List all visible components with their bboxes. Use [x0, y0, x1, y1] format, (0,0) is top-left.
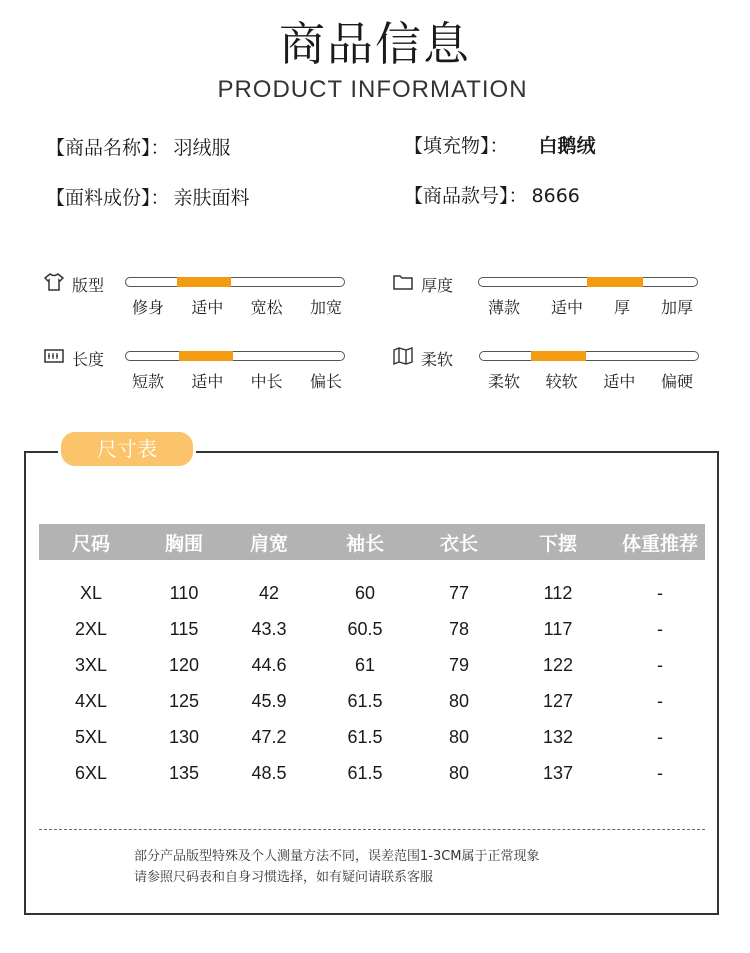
table-row — [39, 583, 705, 604]
table-row — [39, 727, 705, 748]
info-label: 【填充物】： — [404, 135, 509, 157]
table-cell: 80 — [448, 727, 470, 747]
scale-track — [479, 351, 699, 361]
table-row — [39, 691, 705, 712]
table-cell: - — [657, 655, 663, 675]
scale-option: 适中 — [191, 298, 224, 317]
table-cell: 61.5 — [347, 691, 383, 711]
table-cell: 79 — [448, 655, 470, 675]
scale-fill — [179, 351, 233, 361]
scale-option: 较软 — [545, 372, 578, 391]
scale-track — [125, 351, 345, 361]
table-cell: 43.3 — [251, 619, 287, 639]
column-header: 胸围 — [164, 532, 203, 555]
table-cell: 3XL — [74, 655, 108, 675]
info-value: 亲肤面料 — [173, 187, 250, 209]
info-label: 【面料成份】： — [46, 187, 170, 209]
table-cell: 112 — [543, 583, 573, 603]
page-title: 商品信息 — [279, 17, 471, 71]
info-model — [404, 181, 580, 208]
info-label: 【商品名称】： — [46, 137, 170, 159]
scale-option: 适中 — [603, 372, 636, 391]
scale-options — [132, 369, 342, 392]
scale-option: 修身 — [132, 298, 165, 317]
scale-option: 偏硬 — [660, 372, 693, 391]
scale-option: 薄款 — [488, 298, 521, 317]
table-cell: 4XL — [74, 691, 108, 711]
scale-option: 厚 — [613, 298, 630, 317]
info-value: 白鹅绒 — [538, 135, 596, 157]
table-cell: XL — [79, 583, 103, 603]
info-label: 【商品款号】： — [404, 185, 528, 207]
table-cell: 6XL — [74, 763, 108, 783]
folder-icon — [393, 273, 413, 295]
scale-track — [125, 277, 345, 287]
info-filling — [404, 131, 596, 158]
column-header: 体重推荐 — [621, 532, 698, 555]
attr-label: 长度 — [72, 350, 105, 369]
scale-fill — [587, 277, 643, 287]
scale-options — [488, 295, 693, 318]
table-header — [39, 524, 705, 560]
table-cell: 44.6 — [251, 655, 287, 675]
table-cell: 61.5 — [347, 727, 383, 747]
table-cell: 122 — [542, 655, 574, 675]
info-value: 羽绒服 — [173, 137, 231, 159]
table-cell: 61 — [354, 655, 376, 675]
scale-option: 柔软 — [488, 372, 521, 391]
table-cell: 125 — [168, 691, 200, 711]
column-header: 袖长 — [345, 532, 384, 555]
scale-option: 适中 — [191, 372, 224, 391]
size-table-tab: 尺寸表 — [58, 429, 196, 469]
scale-option: 中长 — [250, 372, 283, 391]
column-header: 衣长 — [439, 532, 478, 555]
scale-fill — [531, 351, 586, 361]
table-row — [39, 655, 705, 676]
attr-label: 版型 — [72, 276, 105, 295]
info-fabric — [46, 183, 250, 210]
table-cell: 77 — [448, 583, 470, 603]
column-header: 尺码 — [71, 532, 110, 555]
table-cell: - — [657, 691, 663, 711]
scale-track — [478, 277, 698, 287]
table-cell: 135 — [168, 763, 200, 783]
table-cell: 42 — [258, 583, 280, 603]
scale-fill — [177, 277, 231, 287]
scale-option: 宽松 — [250, 298, 283, 317]
table-row — [39, 763, 705, 784]
ruler-icon — [44, 347, 64, 369]
table-cell: 132 — [542, 727, 574, 747]
table-cell: 2XL — [74, 619, 108, 639]
note-line-2: 请参照尺码表和自身习惯选择，如有疑问请联系客服 — [134, 870, 434, 885]
scale-option: 加宽 — [309, 298, 342, 317]
table-cell: 120 — [168, 655, 200, 675]
attr-label: 厚度 — [421, 276, 454, 295]
table-cell: 5XL — [74, 727, 108, 747]
table-cell: - — [657, 727, 663, 747]
attr-label: 柔软 — [421, 350, 454, 369]
table-cell: 60 — [354, 583, 376, 603]
info-product-name — [46, 133, 231, 160]
table-cell: 47.2 — [251, 727, 287, 747]
table-cell: 115 — [169, 619, 199, 639]
table-cell: 61.5 — [347, 763, 383, 783]
page-subtitle: PRODUCT INFORMATION — [217, 76, 528, 103]
map-icon — [393, 347, 413, 369]
scale-option: 适中 — [550, 298, 583, 317]
scale-option: 加厚 — [660, 298, 693, 317]
table-cell: 110 — [169, 583, 199, 603]
table-cell: - — [657, 763, 663, 783]
table-cell: 117 — [543, 619, 573, 639]
table-cell: - — [657, 583, 663, 603]
table-cell: 45.9 — [251, 691, 287, 711]
column-header: 下摆 — [538, 532, 577, 555]
scale-options — [488, 369, 693, 392]
table-cell: 80 — [448, 763, 470, 783]
column-header: 肩宽 — [249, 532, 288, 555]
table-cell: 78 — [448, 619, 470, 639]
table-cell: - — [657, 619, 663, 639]
scale-option: 短款 — [132, 372, 165, 391]
table-cell: 80 — [448, 691, 470, 711]
info-value: 8666 — [531, 185, 580, 207]
scale-option: 偏长 — [309, 372, 342, 391]
table-divider — [39, 829, 705, 830]
scale-options — [132, 295, 342, 318]
note-line-1: 部分产品版型特殊及个人测量方法不同，误差范围1-3CM属于正常现象 — [134, 849, 540, 864]
table-cell: 127 — [542, 691, 574, 711]
table-cell: 137 — [542, 763, 574, 783]
table-cell: 48.5 — [251, 763, 287, 783]
tshirt-icon — [44, 273, 64, 295]
table-cell: 130 — [168, 727, 200, 747]
table-cell: 60.5 — [347, 619, 383, 639]
table-row — [39, 619, 705, 640]
